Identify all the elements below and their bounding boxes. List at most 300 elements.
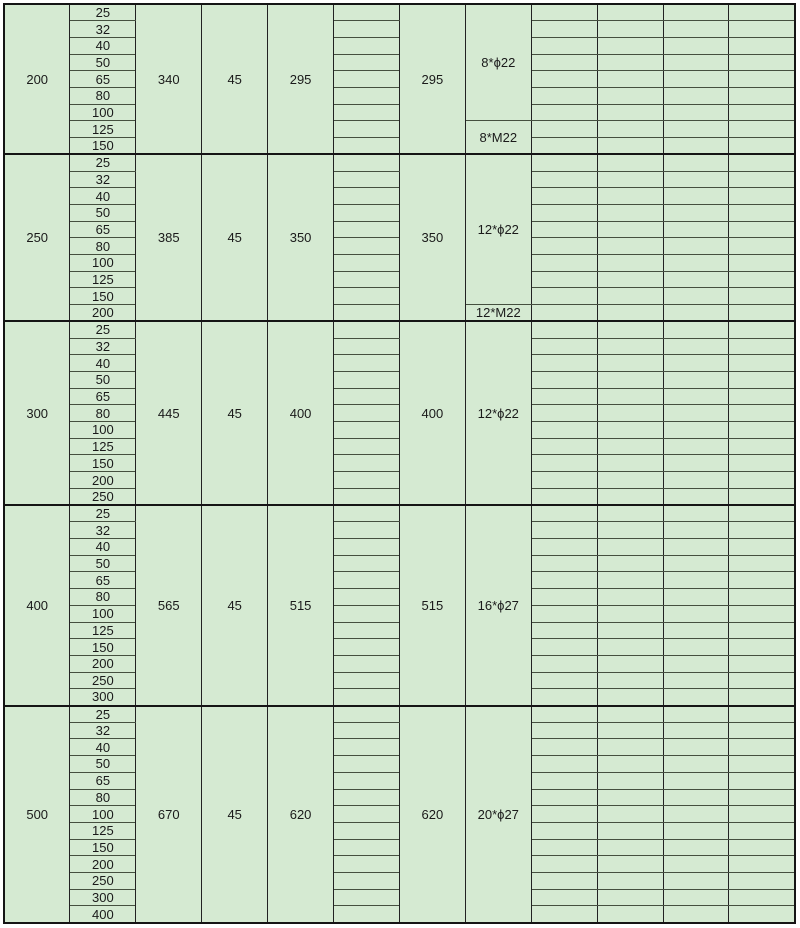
- size-cell: 150: [70, 138, 136, 155]
- blank-cell: [531, 355, 597, 372]
- blank-cell: [597, 756, 663, 773]
- blank-cell: [334, 639, 400, 656]
- blank-cell: [531, 639, 597, 656]
- blank-cell: [597, 839, 663, 856]
- value-cell: 620: [268, 706, 334, 923]
- blank-cell: [729, 722, 795, 739]
- size-cell: 65: [70, 221, 136, 238]
- size-cell: 80: [70, 405, 136, 422]
- blank-cell: [334, 806, 400, 823]
- blank-cell: [729, 505, 795, 522]
- blank-cell: [334, 472, 400, 489]
- value-cell: 400: [268, 321, 334, 505]
- blank-cell: [334, 789, 400, 806]
- blank-cell: [663, 772, 729, 789]
- blank-cell: [334, 104, 400, 121]
- blank-cell: [729, 438, 795, 455]
- blank-cell: [531, 37, 597, 54]
- blank-cell: [531, 321, 597, 338]
- blank-cell: [663, 789, 729, 806]
- blank-cell: [729, 255, 795, 272]
- size-cell: 125: [70, 121, 136, 138]
- blank-cell: [729, 572, 795, 589]
- blank-cell: [531, 238, 597, 255]
- size-cell: 50: [70, 371, 136, 388]
- bolt-spec-cell: 20*ϕ27: [465, 706, 531, 923]
- blank-cell: [729, 889, 795, 906]
- blank-cell: [597, 622, 663, 639]
- blank-cell: [597, 739, 663, 756]
- blank-cell: [597, 71, 663, 88]
- size-cell: 80: [70, 589, 136, 606]
- blank-cell: [597, 822, 663, 839]
- size-cell: 32: [70, 722, 136, 739]
- blank-cell: [531, 839, 597, 856]
- bolt-spec-cell: 8*ϕ22: [465, 4, 531, 121]
- blank-cell: [663, 739, 729, 756]
- blank-cell: [531, 154, 597, 171]
- blank-cell: [729, 88, 795, 105]
- value-cell: 620: [399, 706, 465, 923]
- blank-cell: [597, 522, 663, 539]
- blank-cell: [729, 188, 795, 205]
- blank-cell: [597, 422, 663, 439]
- blank-cell: [663, 873, 729, 890]
- blank-cell: [531, 706, 597, 723]
- blank-cell: [663, 104, 729, 121]
- blank-cell: [531, 772, 597, 789]
- size-cell: 150: [70, 288, 136, 305]
- blank-cell: [663, 355, 729, 372]
- size-cell: 100: [70, 255, 136, 272]
- blank-cell: [663, 555, 729, 572]
- blank-cell: [531, 689, 597, 706]
- blank-cell: [334, 138, 400, 155]
- value-cell: 295: [268, 4, 334, 154]
- value-cell: 350: [399, 154, 465, 321]
- blank-cell: [597, 655, 663, 672]
- blank-cell: [663, 54, 729, 71]
- blank-cell: [334, 37, 400, 54]
- blank-cell: [729, 388, 795, 405]
- blank-cell: [531, 756, 597, 773]
- blank-cell: [663, 71, 729, 88]
- size-cell: 40: [70, 37, 136, 54]
- size-cell: 150: [70, 639, 136, 656]
- blank-cell: [597, 455, 663, 472]
- blank-cell: [597, 906, 663, 923]
- blank-cell: [334, 722, 400, 739]
- blank-cell: [729, 856, 795, 873]
- blank-cell: [729, 104, 795, 121]
- blank-cell: [729, 271, 795, 288]
- blank-cell: [729, 37, 795, 54]
- blank-cell: [531, 171, 597, 188]
- blank-cell: [663, 422, 729, 439]
- blank-cell: [663, 522, 729, 539]
- blank-cell: [729, 772, 795, 789]
- blank-cell: [597, 288, 663, 305]
- bolt-spec-cell: 12*ϕ22: [465, 154, 531, 304]
- value-cell: 565: [136, 505, 202, 705]
- blank-cell: [663, 21, 729, 38]
- size-cell: 50: [70, 756, 136, 773]
- blank-cell: [334, 255, 400, 272]
- size-cell: 250: [70, 873, 136, 890]
- blank-cell: [597, 338, 663, 355]
- group-label-cell: 200: [4, 4, 70, 154]
- blank-cell: [334, 171, 400, 188]
- size-cell: 400: [70, 906, 136, 923]
- blank-cell: [597, 371, 663, 388]
- blank-cell: [531, 138, 597, 155]
- blank-cell: [531, 338, 597, 355]
- blank-cell: [663, 305, 729, 322]
- blank-cell: [729, 472, 795, 489]
- blank-cell: [729, 655, 795, 672]
- blank-cell: [531, 655, 597, 672]
- blank-cell: [531, 722, 597, 739]
- blank-cell: [663, 88, 729, 105]
- blank-cell: [729, 639, 795, 656]
- size-cell: 150: [70, 839, 136, 856]
- blank-cell: [334, 706, 400, 723]
- blank-cell: [663, 321, 729, 338]
- blank-cell: [597, 488, 663, 505]
- blank-cell: [597, 388, 663, 405]
- blank-cell: [663, 605, 729, 622]
- blank-cell: [597, 104, 663, 121]
- blank-cell: [334, 121, 400, 138]
- size-cell: 100: [70, 605, 136, 622]
- size-cell: 125: [70, 271, 136, 288]
- size-cell: 40: [70, 188, 136, 205]
- blank-cell: [597, 572, 663, 589]
- value-cell: 515: [399, 505, 465, 705]
- blank-cell: [729, 873, 795, 890]
- blank-cell: [729, 522, 795, 539]
- size-cell: 100: [70, 806, 136, 823]
- value-cell: 515: [268, 505, 334, 705]
- blank-cell: [531, 822, 597, 839]
- blank-cell: [531, 522, 597, 539]
- blank-cell: [729, 622, 795, 639]
- blank-cell: [531, 572, 597, 589]
- blank-cell: [597, 4, 663, 21]
- value-cell: 385: [136, 154, 202, 321]
- blank-cell: [531, 4, 597, 21]
- blank-cell: [531, 405, 597, 422]
- blank-cell: [531, 672, 597, 689]
- blank-cell: [334, 71, 400, 88]
- table-row: [4, 154, 795, 171]
- blank-cell: [334, 505, 400, 522]
- blank-cell: [334, 355, 400, 372]
- blank-cell: [531, 605, 597, 622]
- value-cell: 445: [136, 321, 202, 505]
- blank-cell: [729, 706, 795, 723]
- blank-cell: [597, 672, 663, 689]
- blank-cell: [597, 539, 663, 556]
- blank-cell: [663, 255, 729, 272]
- blank-cell: [531, 455, 597, 472]
- blank-cell: [334, 154, 400, 171]
- size-cell: 300: [70, 689, 136, 706]
- size-cell: 50: [70, 204, 136, 221]
- blank-cell: [531, 856, 597, 873]
- blank-cell: [597, 806, 663, 823]
- blank-cell: [531, 88, 597, 105]
- blank-cell: [663, 639, 729, 656]
- table-row: [4, 706, 795, 723]
- blank-cell: [597, 88, 663, 105]
- blank-cell: [597, 589, 663, 606]
- size-cell: 300: [70, 889, 136, 906]
- blank-cell: [334, 271, 400, 288]
- bolt-spec-cell: 12*ϕ22: [465, 321, 531, 505]
- blank-cell: [334, 555, 400, 572]
- blank-cell: [729, 171, 795, 188]
- value-cell: 340: [136, 4, 202, 154]
- blank-cell: [597, 505, 663, 522]
- blank-cell: [597, 271, 663, 288]
- blank-cell: [334, 539, 400, 556]
- blank-cell: [729, 822, 795, 839]
- blank-cell: [663, 154, 729, 171]
- blank-cell: [663, 188, 729, 205]
- blank-cell: [663, 238, 729, 255]
- blank-cell: [597, 472, 663, 489]
- blank-cell: [531, 739, 597, 756]
- blank-cell: [334, 438, 400, 455]
- blank-cell: [334, 371, 400, 388]
- size-cell: 80: [70, 238, 136, 255]
- blank-cell: [663, 371, 729, 388]
- blank-cell: [729, 321, 795, 338]
- size-cell: 80: [70, 789, 136, 806]
- blank-cell: [663, 171, 729, 188]
- blank-cell: [334, 338, 400, 355]
- blank-cell: [729, 488, 795, 505]
- blank-cell: [663, 539, 729, 556]
- blank-cell: [597, 321, 663, 338]
- table-row: [4, 4, 795, 21]
- blank-cell: [729, 806, 795, 823]
- blank-cell: [663, 706, 729, 723]
- blank-cell: [334, 889, 400, 906]
- blank-cell: [663, 472, 729, 489]
- blank-cell: [729, 756, 795, 773]
- blank-cell: [729, 589, 795, 606]
- blank-cell: [531, 889, 597, 906]
- blank-cell: [334, 873, 400, 890]
- blank-cell: [334, 21, 400, 38]
- size-cell: 80: [70, 88, 136, 105]
- blank-cell: [531, 305, 597, 322]
- blank-cell: [531, 21, 597, 38]
- blank-cell: [729, 4, 795, 21]
- blank-cell: [597, 188, 663, 205]
- value-cell: 350: [268, 154, 334, 321]
- size-cell: 40: [70, 355, 136, 372]
- bolt-spec-cell: 12*M22: [465, 305, 531, 322]
- blank-cell: [334, 405, 400, 422]
- blank-cell: [531, 873, 597, 890]
- blank-cell: [334, 572, 400, 589]
- blank-cell: [663, 221, 729, 238]
- blank-cell: [531, 472, 597, 489]
- blank-cell: [334, 605, 400, 622]
- size-cell: 25: [70, 154, 136, 171]
- value-cell: 45: [202, 321, 268, 505]
- blank-cell: [531, 255, 597, 272]
- blank-cell: [334, 455, 400, 472]
- blank-cell: [729, 221, 795, 238]
- blank-cell: [729, 71, 795, 88]
- blank-cell: [531, 104, 597, 121]
- blank-cell: [663, 455, 729, 472]
- blank-cell: [663, 37, 729, 54]
- blank-cell: [597, 121, 663, 138]
- blank-cell: [729, 839, 795, 856]
- blank-cell: [729, 455, 795, 472]
- blank-cell: [334, 422, 400, 439]
- blank-cell: [729, 672, 795, 689]
- bolt-spec-cell: 16*ϕ27: [465, 505, 531, 705]
- blank-cell: [531, 188, 597, 205]
- blank-cell: [334, 321, 400, 338]
- blank-cell: [531, 555, 597, 572]
- blank-cell: [663, 622, 729, 639]
- blank-cell: [597, 789, 663, 806]
- blank-cell: [663, 889, 729, 906]
- blank-cell: [334, 488, 400, 505]
- blank-cell: [531, 388, 597, 405]
- blank-cell: [334, 305, 400, 322]
- blank-cell: [531, 204, 597, 221]
- blank-cell: [729, 906, 795, 923]
- blank-cell: [663, 488, 729, 505]
- blank-cell: [531, 71, 597, 88]
- blank-cell: [663, 572, 729, 589]
- blank-cell: [531, 422, 597, 439]
- size-cell: 65: [70, 572, 136, 589]
- blank-cell: [334, 589, 400, 606]
- table-row: [4, 321, 795, 338]
- blank-cell: [597, 405, 663, 422]
- blank-cell: [531, 589, 597, 606]
- value-cell: 45: [202, 4, 268, 154]
- blank-cell: [663, 121, 729, 138]
- blank-cell: [663, 672, 729, 689]
- size-cell: 40: [70, 539, 136, 556]
- blank-cell: [663, 756, 729, 773]
- blank-cell: [597, 355, 663, 372]
- blank-cell: [334, 839, 400, 856]
- blank-cell: [334, 221, 400, 238]
- table-body: [4, 4, 795, 923]
- group-label-cell: 250: [4, 154, 70, 321]
- group-label-cell: 400: [4, 505, 70, 705]
- blank-cell: [531, 271, 597, 288]
- blank-cell: [729, 288, 795, 305]
- size-cell: 200: [70, 655, 136, 672]
- blank-cell: [334, 388, 400, 405]
- blank-cell: [729, 371, 795, 388]
- blank-cell: [597, 772, 663, 789]
- blank-cell: [729, 238, 795, 255]
- value-cell: 45: [202, 154, 268, 321]
- blank-cell: [597, 706, 663, 723]
- blank-cell: [334, 288, 400, 305]
- blank-cell: [597, 689, 663, 706]
- blank-cell: [663, 405, 729, 422]
- group-label-cell: 500: [4, 706, 70, 923]
- bolt-spec-cell: 8*M22: [465, 121, 531, 154]
- size-cell: 125: [70, 622, 136, 639]
- blank-cell: [334, 204, 400, 221]
- size-cell: 32: [70, 171, 136, 188]
- blank-cell: [663, 288, 729, 305]
- size-cell: 65: [70, 388, 136, 405]
- blank-cell: [663, 204, 729, 221]
- blank-cell: [663, 806, 729, 823]
- blank-cell: [334, 522, 400, 539]
- blank-cell: [531, 121, 597, 138]
- blank-cell: [531, 438, 597, 455]
- blank-cell: [334, 655, 400, 672]
- blank-cell: [729, 21, 795, 38]
- blank-cell: [729, 154, 795, 171]
- blank-cell: [663, 388, 729, 405]
- size-cell: 200: [70, 472, 136, 489]
- size-cell: 50: [70, 555, 136, 572]
- blank-cell: [334, 672, 400, 689]
- blank-cell: [334, 772, 400, 789]
- blank-cell: [663, 839, 729, 856]
- blank-cell: [729, 539, 795, 556]
- blank-cell: [334, 54, 400, 71]
- blank-cell: [597, 204, 663, 221]
- blank-cell: [663, 856, 729, 873]
- blank-cell: [597, 238, 663, 255]
- blank-cell: [597, 54, 663, 71]
- blank-cell: [334, 822, 400, 839]
- size-cell: 65: [70, 71, 136, 88]
- blank-cell: [663, 689, 729, 706]
- size-cell: 25: [70, 505, 136, 522]
- size-cell: 25: [70, 4, 136, 21]
- blank-cell: [334, 856, 400, 873]
- size-cell: 100: [70, 422, 136, 439]
- blank-cell: [334, 689, 400, 706]
- blank-cell: [729, 422, 795, 439]
- blank-cell: [663, 505, 729, 522]
- blank-cell: [663, 655, 729, 672]
- blank-cell: [531, 539, 597, 556]
- value-cell: 45: [202, 505, 268, 705]
- blank-cell: [729, 121, 795, 138]
- blank-cell: [531, 505, 597, 522]
- blank-cell: [663, 4, 729, 21]
- blank-cell: [663, 338, 729, 355]
- blank-cell: [729, 789, 795, 806]
- size-cell: 50: [70, 54, 136, 71]
- blank-cell: [729, 555, 795, 572]
- size-cell: 32: [70, 522, 136, 539]
- blank-cell: [729, 54, 795, 71]
- size-cell: 25: [70, 321, 136, 338]
